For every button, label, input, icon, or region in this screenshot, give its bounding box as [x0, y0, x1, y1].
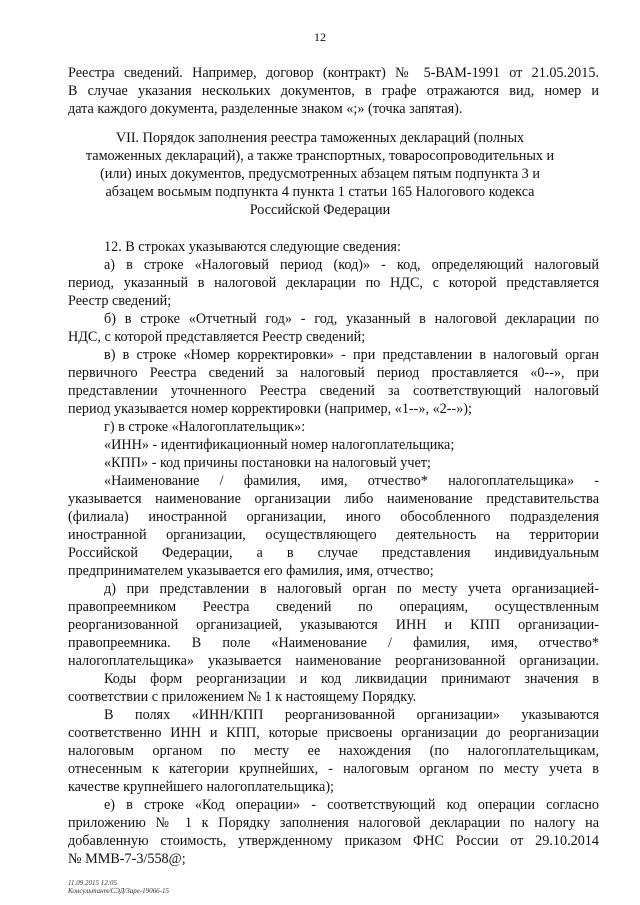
text-line: № ММВ-7-3/558@;: [68, 851, 186, 867]
text-line: отнесенным к категории крупнейших, - налоговым органом по месту учета в: [68, 761, 599, 777]
text-line: НДС, с которой представляется Реестр сведений;: [68, 329, 366, 345]
text-line: 12. В строках указываются следующие сведения:: [104, 239, 401, 255]
text-line: период, указанный в налоговой декларации по НДС, с которой представляется: [68, 275, 599, 291]
text-line: добавленную стоимость, утвержденному приказом ФНС России от 29.10.2014: [68, 833, 599, 849]
text-line: д) при представлении в налоговый орган по месту учета организацией-: [104, 581, 599, 597]
text-line: Коды форм реорганизации и код ликвидации принимают значения в: [104, 671, 599, 687]
text-line: иностранной организации, осуществляющего деятельность на территории: [68, 527, 599, 543]
text-line: приложению № 1 к Порядку заполнения налоговой декларации по налогу на: [68, 815, 599, 831]
section-heading-line: VII. Порядок заполнения реестра таможенных деклараций (полных: [115, 130, 525, 146]
text-line: «КПП» - код причины постановки на налоговый учет;: [104, 455, 431, 471]
text-line: правопреемника. В поле «Наименование / фамилия, имя, отчество*: [68, 635, 599, 651]
text-line: «Наименование / фамилия, имя, отчество* налогоплательщика» -: [104, 473, 599, 489]
page-number: 12: [314, 30, 326, 44]
text-line: первичного Реестра сведений за налоговый период проставляется «0--», при: [68, 365, 599, 381]
text-line: В случае указания нескольких документов, в графе отражаются вид, номер и: [68, 83, 599, 99]
text-line: Реестр сведений;: [68, 293, 172, 309]
section-heading-line: Российской Федерации: [249, 202, 391, 218]
text-line: В полях «ИНН/КПП реорганизованной организации» указываются: [104, 707, 599, 723]
text-line: Российской Федерации, а в случае представления индивидуальным: [68, 545, 599, 561]
text-line: дата каждого документа, разделенные знаком «;» (точка запятая).: [68, 101, 463, 117]
text-line: налоговым органом по месту ее нахождения (по налогоплательщикам,: [68, 743, 599, 759]
text-line: «ИНН» - идентификационный номер налогоплательщика;: [104, 437, 455, 453]
text-line: налогоплательщика» указывается наименование реорганизованной организации.: [68, 653, 599, 669]
text-line: период указывается номер корректировки (например, «1--», «2--»);: [68, 401, 472, 417]
text-line: а) в строке «Налоговый период (код)» - код, определяющий налоговый: [104, 257, 599, 273]
text-line: в) в строке «Номер корректировки» - при представлении в налоговый орган: [104, 347, 599, 363]
section-heading-line: абзацем восьмым подпункта 4 пункта 1 статьи 165 Налогового кодекса: [105, 184, 535, 200]
text-line: указывается наименование организации либо наименование представительства: [68, 491, 599, 507]
text-line: Реестра сведений. Например, договор (контракт) № 5-ВАМ-1991 от 21.05.2015.: [68, 65, 599, 81]
text-line: соответствии с приложением № 1 к настоящему Порядку.: [68, 689, 417, 705]
text-line: соответственно ИНН и КПП, которые присвоены организации до реорганизации: [68, 725, 599, 741]
text-line: б) в строке «Отчетный год» - год, указанный в налоговой декларации по: [104, 311, 599, 327]
text-line: г) в строке «Налогоплательщик»:: [104, 419, 306, 435]
section-heading-line: (или) иных документов, предусмотренных абзацем пятым подпункта 3 и: [100, 166, 540, 182]
text-line: представлении уточненного Реестра сведений за соответствующий налоговый: [68, 383, 599, 399]
section-heading-line: таможенных деклараций), а также транспортных, товаросопроводительных и: [85, 148, 555, 164]
text-line: реорганизованной организацией, указываются ИНН и КПП организации-: [68, 617, 599, 633]
text-line: (филиала) иностранной организации, иного обособленного подразделения: [68, 509, 599, 525]
text-line: е) в строке «Код операции» - соответствующий код операции согласно: [104, 797, 599, 813]
text-line: качестве крупнейшего налогоплательщика);: [68, 779, 335, 795]
text-line: правопреемником Реестра сведений по операциям, осуществленным: [68, 599, 599, 615]
text-line: предпринимателем указывается его фамилия, имя, отчество;: [68, 563, 434, 579]
footer-doc-id: Консультант/СЭД/Заре-19066-15: [68, 887, 169, 895]
footer-timestamp: 11.09.2015 12:05: [68, 879, 118, 887]
